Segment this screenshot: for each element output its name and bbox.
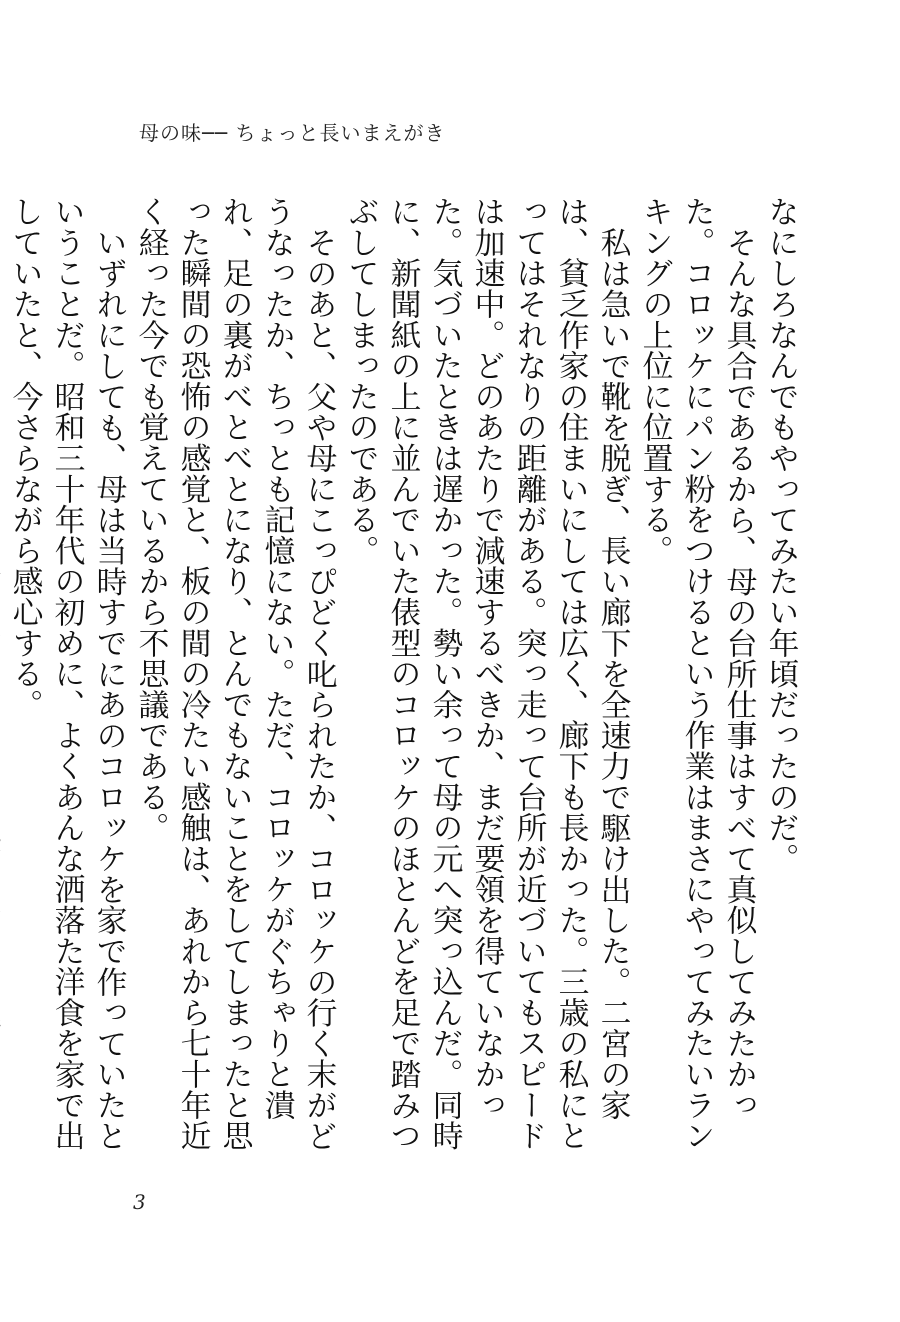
paragraph: そんな具合であるから、母の台所仕事はすべて真似してみたかった。コロッケにパン粉をつけるという作業はまさにやってみたいランキングの上位に位置する。 [637,196,757,1151]
paragraph: そのあと、父や母にこっぴどく叱られたか、コロッケの行く末がどうなったか、ちっとも記憶にない。ただ、コロッケがぐちゃりと潰れ、足の裏がべとべとになり、とんでもないことをしてしまったと思った瞬間の恐怖の感覚と、板の間の冷たい感触は、あれから七十年近く経った今でも覚えているから不思議である。 [133,196,337,1151]
paragraph: 私は急いで靴を脱ぎ、長い廊下を全速力で駆け出した。二宮の家は、貧乏作家の住まいにしては広く、廊下も長かった。三歳の私にとってはそれなりの距離がある。突っ走って台所が近づいてもスピードは加速中。どのあたりで減速するべきか、まだ要領を得ていなかった。気づいたときは遅かった。勢い余って母の元へ突っ込んだ。同時に、新聞紙の上に並んでいた俵型のコロッケのほとんどを足で踏みつぶしてしまったのである。 [343,196,631,1151]
page-number: 3 [133,1190,146,1214]
paragraph-text [0,196,1,1151]
paragraph-with-ruby [0,196,4,1176]
paragraph: いずれにしても、母は当時すでにあのコロッケを家で作っていたということだ。昭和三十年代の初めに、よくあんな洒落た洋食を家で出していたと、今さらながら感心する。 [7,196,127,1151]
paragraph-continuation: なにしろなんでもやってみたい年頃だったのだ。 [763,196,799,874]
vertical-body-text [0,196,802,1176]
running-head: 母の味── ちょっと長いまえがき [139,121,446,145]
